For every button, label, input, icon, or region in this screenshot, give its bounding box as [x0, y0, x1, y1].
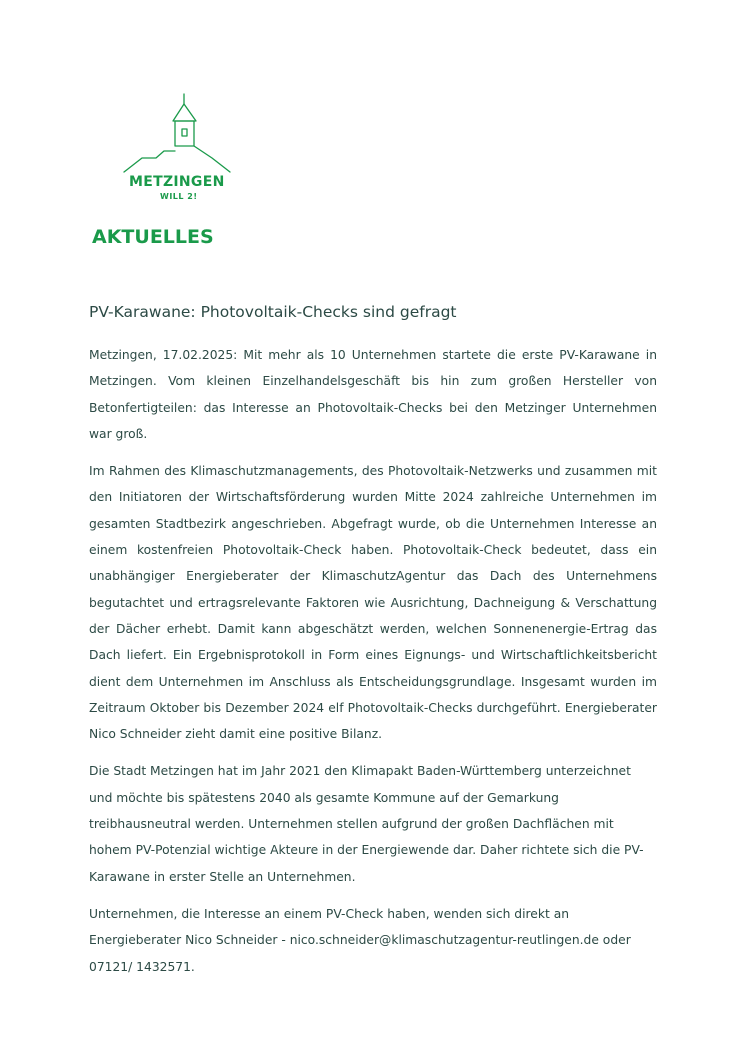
section-heading: AKTUELLES [92, 226, 214, 248]
article-title: PV-Karawane: Photovoltaik-Checks sind gefragt [89, 303, 457, 321]
article-paragraph-1: Metzingen, 17.02.2025: Mit mehr als 10 Unternehmen startete die erste PV-Karawane in Metzingen. Vom kleinen Einzelhandelsgeschäft bis hin zum großen Hersteller von Betonfertigteilen: das Interesse an Photovoltaik-Checks bei den Metzinger Unternehmen war groß. [89, 348, 657, 441]
metzingen-logo [120, 92, 240, 207]
article-paragraph-3: Die Stadt Metzingen hat im Jahr 2021 den Klimapakt Baden-Württemberg unterzeichnet und möchte bis spätestens 2040 als gesamte Kommune auf der Gemarkung treibhausneutral werden. Unternehmen stellen aufgrund der großen Dachflächen mit hohem PV-Potenzial wichtige Akteure in der Energiewende dar. Daher richtete sich die PV-Karawane in erster Stelle an Unternehmen. [89, 764, 644, 884]
article-paragraph-4: Unternehmen, die Interesse an einem PV-Check haben, wenden sich direkt an Energieberater Nico Schneider - nico.schneider@klimaschutzagentur-reutlingen.de oder 07121/ 1432571. [89, 906, 631, 974]
church-tower-icon [120, 92, 240, 177]
article-body [89, 342, 657, 991]
logo-text-will2: WILL 2! [160, 192, 198, 201]
article-paragraph-2: Im Rahmen des Klimaschutzmanagements, des Photovoltaik-Netzwerks und zusammen mit den Initiatoren der Wirtschaftsförderung wurden Mitte 2024 zahlreiche Unternehmen im gesamten Stadtbezirk angeschrieben. Abgefragt wurde, ob die Unternehmen Interesse an einem kostenfreien Photovoltaik-Check haben. Photovoltaik-Check bedeutet, dass ein unabhängiger Energieberater der KlimaschutzAgentur das Dach des Unternehmens begutachtet und ertragsrelevante Faktoren wie Ausrichtung, Dachneigung & Verschattung der Dächer erhebt. Damit kann abgeschätzt werden, welchen Sonnenenergie-Ertrag das Dach liefert. Ein Ergebnisprotokoll in Form eines Eignungs- und Wirtschaftlichkeitsbericht dient dem Unternehmen im Anschluss als Entscheidungsgrundlage. Insgesamt wurden im Zeitraum Oktober bis Dezember 2024 elf Photovoltaik-Checks durchgeführt. Energieberater Nico Schneider zieht damit eine positive Bilanz. [89, 464, 657, 742]
logo-text-metzingen: METZINGEN [129, 174, 225, 190]
